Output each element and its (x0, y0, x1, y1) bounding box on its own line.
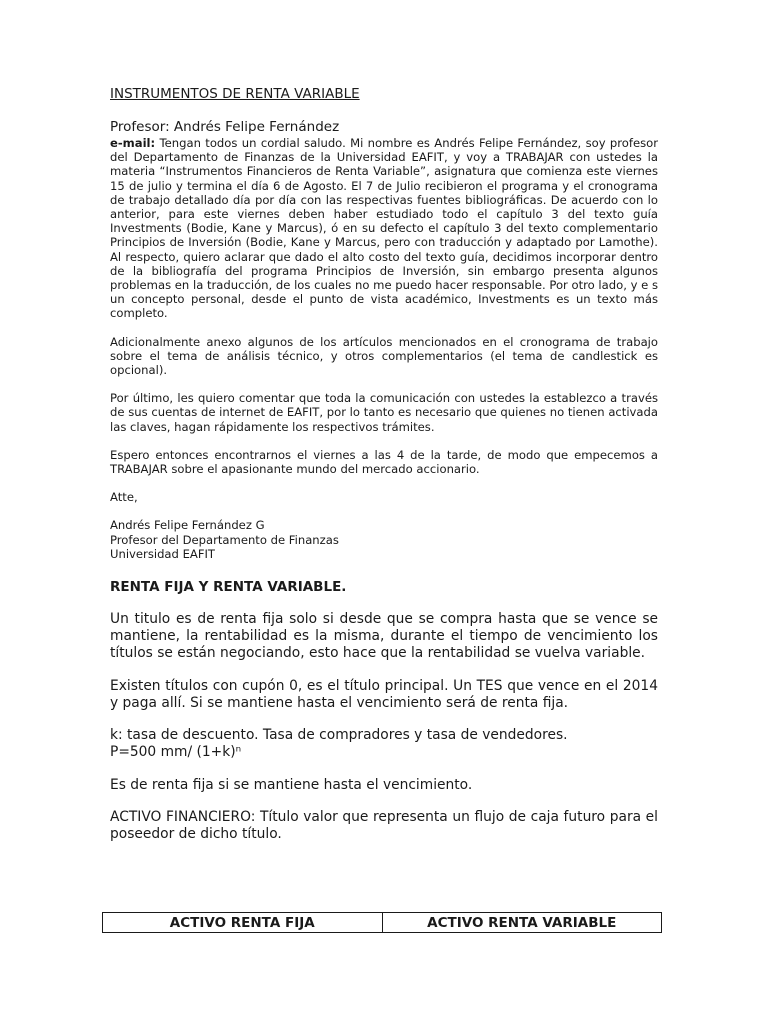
body-paragraph-4: Es de renta fija si se mantiene hasta el vencimiento. (110, 776, 473, 793)
signature-name: Andrés Felipe Fernández G (110, 518, 265, 533)
document-page (110, 86, 658, 843)
email-label: e-mail: (110, 136, 156, 150)
paragraph-1: Tengan todos un cordial saludo. Mi nombre es Andrés Felipe Fernández, soy profesor del Departamento de Finanzas de la Universidad EAFIT, y voy a TRABAJAR con ustedes la materia “Instrumentos Financieros de Renta Variable”, asignatura que comienza este viernes 15 de julio y termina el día 6 de Agosto. El 7 de Julio recibieron el programa y el cronograma de trabajo detallado día por día con las respectivas fuentes bibliográficas. De acuerdo con lo anterior, para este viernes deben haber estudiado todo el capítulo 3 del texto guía Investments (Bodie, Kane y Marcus), ó en su defecto el capítulo 3 del texto complementario Principios de Inversión (Bodie, Kane y Marcus, pero con traducción y adaptado por Lamothe). Al respecto, quiero aclarar que dado el alto costo del texto guía, decidimos incorporar dentro de la bibliografía del programa Principios de Inversión, sin embargo presenta algunos problemas en la traducción, de los cuales no me puedo hacer responsable. Por otro lado, y e s un concepto personal, desde el punto de vista académico, Investments es un texto más completo. (110, 136, 659, 321)
header-fixed-income: ACTIVO RENTA FIJA (103, 913, 383, 933)
paragraph-2: Adicionalmente anexo algunos de los artículos mencionados en el cronograma de trabajo sobre el tema de análisis técnico, y otros complementarios (el tema de candlestick es opcional). (110, 334, 658, 378)
email-paragraph (110, 136, 658, 321)
asset-comparison-table (102, 912, 662, 933)
paragraph-3: Por último, les quiero comentar que toda la comunicación con ustedes la establezco a través de sus cuentas de internet de EAFIT, por lo tanto es necesario que quienes no tienen activada las claves, hagan rápidamente los respectivos trámites. (110, 391, 658, 434)
header-variable-income: ACTIVO RENTA VARIABLE (382, 913, 662, 933)
price-formula: P=500 mm/ (1+k)ⁿ (110, 744, 242, 761)
body-paragraph-5: ACTIVO FINANCIERO: Título valor que representa un flujo de caja futuro para el poseedor de dicho título. (110, 808, 658, 842)
professor-line: Profesor: Andrés Felipe Fernández (110, 119, 340, 135)
table-header-row (103, 913, 662, 933)
discount-rate-line: k: tasa de descuento. Tasa de compradores y tasa de vendedores. (110, 727, 568, 744)
document-title: INSTRUMENTOS DE RENTA VARIABLE (110, 86, 360, 102)
signature-institution: Universidad EAFIT (110, 546, 216, 561)
body-paragraph-2: Existen títulos con cupón 0, es el título principal. Un TES que vence en el 2014 y paga allí. Si se mantiene hasta el vencimiento será de renta fija. (110, 677, 658, 711)
section-title: RENTA FIJA Y RENTA VARIABLE. (110, 579, 347, 596)
closing: Atte, (110, 490, 138, 505)
body-paragraph-1: Un titulo es de renta fija solo si desde que se compra hasta que se vence se mantiene, la rentabilidad es la misma, durante el tiempo de vencimiento los títulos se están negociando, esto hace que la rentabilidad se vuelva variable. (110, 611, 658, 662)
paragraph-4: Espero entonces encontrarnos el viernes a las 4 de la tarde, de modo que empecemos a TRABAJAR sobre el apasionante mundo del mercado accionario. (110, 447, 658, 477)
signature-role: Profesor del Departamento de Finanzas (110, 532, 339, 547)
